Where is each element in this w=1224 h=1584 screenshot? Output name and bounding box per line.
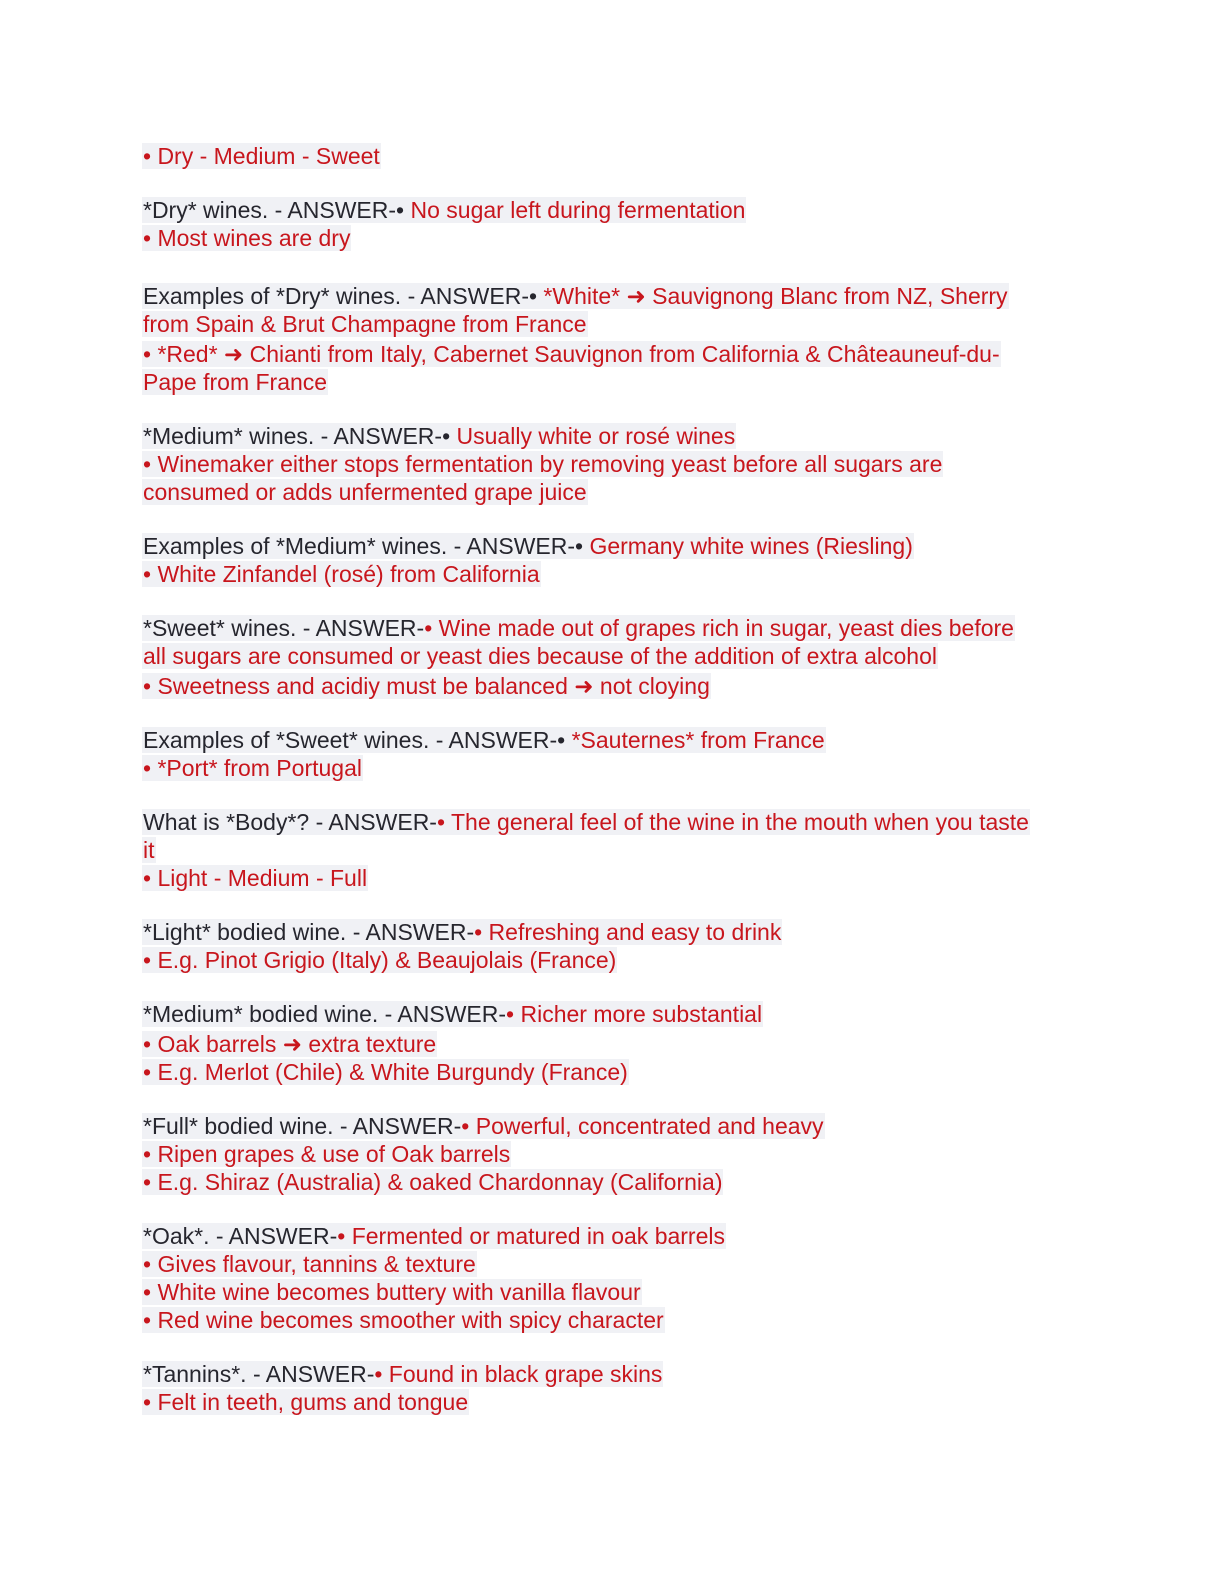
answer-text: Refreshing and easy to drink — [482, 919, 782, 945]
answer-line: • Red wine becomes smoother with spicy character — [143, 1307, 664, 1333]
answer-text: Germany white wines (Riesling) — [583, 533, 913, 559]
question-text: *Tannins*. - ANSWER- — [143, 1361, 375, 1387]
answer-line: • *Red* ➜ Chianti from Italy, Cabernet Sauvignon from California & Châteauneuf-du- — [143, 341, 1000, 367]
answer-text: *Sauternes* from France — [565, 727, 825, 753]
qa-block — [142, 1222, 1062, 1334]
answer-text: Wine made out of grapes rich in sugar, yeast dies before — [432, 615, 1014, 641]
question-line — [142, 1360, 1062, 1388]
question-text: Examples of *Dry* wines. - ANSWER- — [143, 283, 529, 309]
bullet-separator: • — [436, 809, 446, 835]
bullet-separator: • — [528, 283, 538, 309]
answer-line: all sugars are consumed or yeast dies because of the addition of extra alcohol — [143, 643, 937, 669]
bullet-separator: • — [396, 197, 405, 223]
answer-text: The general feel of the wine in the mouth when you taste — [445, 809, 1029, 835]
question-line — [142, 532, 1062, 560]
question-text: Examples of *Sweet* wines. - ANSWER- — [143, 727, 558, 753]
question-text: *Light* bodied wine. - ANSWER- — [143, 919, 475, 945]
question-line — [142, 196, 1062, 224]
question-line — [142, 422, 1062, 450]
answer-line: consumed or adds unfermented grape juice — [143, 479, 587, 505]
answer-line: • Winemaker either stops fermentation by removing yeast before all sugars are — [143, 451, 943, 477]
bullet-separator: • — [424, 615, 433, 641]
answer-line: • Oak barrels ➜ extra texture — [143, 1031, 437, 1057]
qa-block — [142, 1360, 1062, 1416]
answer-line: • *Port* from Portugal — [143, 755, 362, 781]
answer-line: it — [143, 837, 155, 863]
question-text: *Medium* bodied wine. - ANSWER- — [143, 1001, 507, 1027]
question-line — [142, 1112, 1062, 1140]
question-text: *Oak*. - ANSWER- — [143, 1223, 338, 1249]
bullet-separator: • — [442, 423, 451, 449]
document-page — [142, 142, 1062, 1416]
answer-text: Usually white or rosé wines — [450, 423, 736, 449]
question-text: *Full* bodied wine. - ANSWER- — [143, 1113, 462, 1139]
bullet-separator: • — [557, 727, 566, 753]
answer-line: • Sweetness and acidiy must be balanced ➜ not cloying — [143, 673, 710, 699]
qa-block — [142, 282, 1062, 396]
answer-text: Fermented or matured in oak barrels — [345, 1223, 725, 1249]
bullet-separator: • — [461, 1113, 470, 1139]
answer-line: Pape from France — [143, 369, 328, 395]
question-text: *Medium* wines. - ANSWER- — [143, 423, 443, 449]
answer-text: *White* ➜ Sauvignong Blanc from NZ, Sherry — [537, 283, 1008, 309]
answer-line: • E.g. Pinot Grigio (Italy) & Beaujolais (France) — [143, 947, 617, 973]
answer-line: • Gives flavour, tannins & texture — [143, 1251, 476, 1277]
bullet-separator: • — [575, 533, 584, 559]
answer-line: • White Zinfandel (rosé) from California — [143, 561, 540, 587]
question-line — [142, 1222, 1062, 1250]
qa-block — [142, 918, 1062, 974]
bullet-separator: • — [506, 1001, 515, 1027]
question-text: Examples of *Medium* wines. - ANSWER- — [143, 533, 576, 559]
question-line — [142, 614, 1062, 642]
answer-line: • Felt in teeth, gums and tongue — [143, 1389, 469, 1415]
answer-line: • E.g. Shiraz (Australia) & oaked Chardonnay (California) — [143, 1169, 723, 1195]
qa-block — [142, 422, 1062, 506]
qa-block — [142, 532, 1062, 588]
answer-line: from Spain & Brut Champagne from France — [143, 311, 587, 337]
qa-block — [142, 142, 1062, 170]
question-line — [142, 726, 1062, 754]
qa-block — [142, 808, 1062, 892]
question-text: *Sweet* wines. - ANSWER- — [143, 615, 425, 641]
answer-line: • White wine becomes buttery with vanilla flavour — [143, 1279, 641, 1305]
answer-text: No sugar left during fermentation — [404, 197, 746, 223]
bullet-separator: • — [374, 1361, 383, 1387]
answer-line: • Most wines are dry — [143, 225, 351, 251]
question-line — [142, 808, 1062, 836]
answer-line: • Dry - Medium - Sweet — [143, 143, 380, 169]
answer-line: • Ripen grapes & use of Oak barrels — [143, 1141, 511, 1167]
qa-block — [142, 196, 1062, 252]
qa-block — [142, 726, 1062, 782]
bullet-separator: • — [474, 919, 483, 945]
qa-block — [142, 1112, 1062, 1196]
qa-block — [142, 614, 1062, 700]
bullet-separator: • — [337, 1223, 346, 1249]
qa-block — [142, 1000, 1062, 1086]
answer-line: • E.g. Merlot (Chile) & White Burgundy (France) — [143, 1059, 628, 1085]
answer-text: Richer more substantial — [514, 1001, 763, 1027]
question-line — [142, 918, 1062, 946]
question-text: What is *Body*? - ANSWER- — [143, 809, 437, 835]
answer-line: • Light - Medium - Full — [143, 865, 368, 891]
answer-text: Found in black grape skins — [382, 1361, 663, 1387]
question-text: *Dry* wines. - ANSWER- — [143, 197, 397, 223]
answer-text: Powerful, concentrated and heavy — [469, 1113, 824, 1139]
question-line — [142, 282, 1062, 310]
question-line — [142, 1000, 1062, 1028]
